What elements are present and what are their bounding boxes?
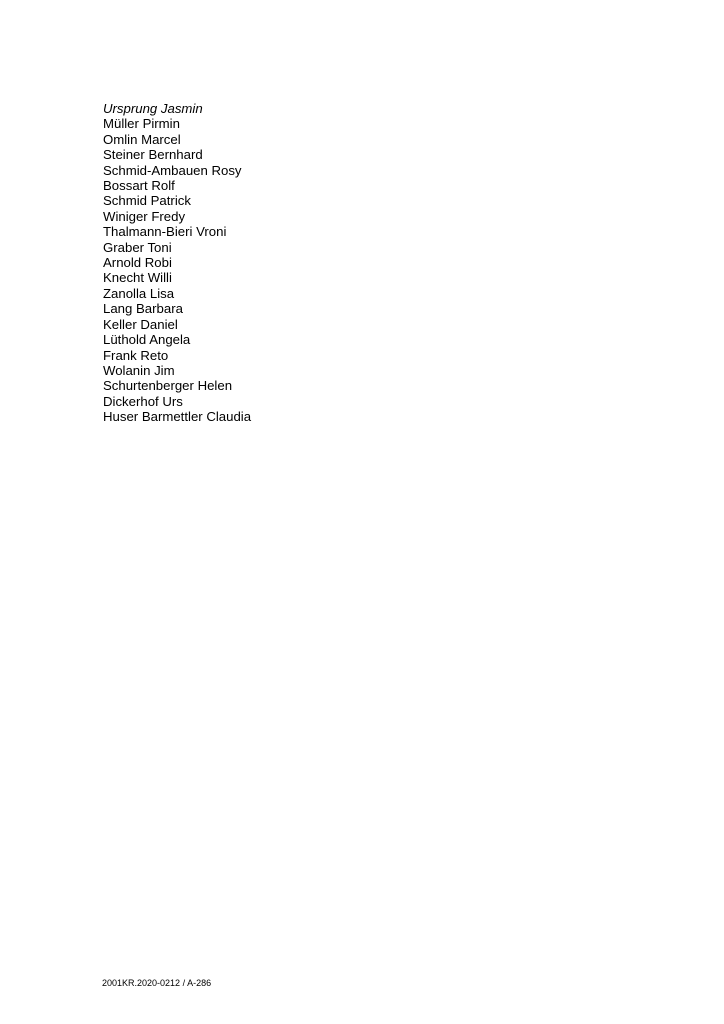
list-item: Thalmann-Bieri Vroni	[103, 224, 227, 240]
document-reference-footer: 2001KR.2020-0212 / A-286	[102, 978, 212, 988]
list-item: Bossart Rolf	[103, 178, 175, 194]
list-item: Lüthold Angela	[103, 332, 191, 348]
list-item: Graber Toni	[103, 239, 172, 255]
list-item: Keller Daniel	[103, 316, 178, 332]
list-item: Zanolla Lisa	[103, 285, 175, 301]
list-item: Omlin Marcel	[103, 131, 181, 147]
list-item: Schmid Patrick	[103, 193, 191, 209]
name-list	[103, 101, 251, 425]
list-item: Ursprung Jasmin	[103, 101, 203, 116]
list-item: Frank Reto	[103, 347, 169, 363]
list-item: Steiner Bernhard	[103, 147, 203, 163]
list-item: Huser Barmettler Claudia	[103, 409, 252, 425]
list-item: Winiger Fredy	[103, 208, 186, 224]
list-item: Dickerhof Urs	[103, 393, 183, 409]
list-item: Arnold Robi	[103, 255, 172, 271]
list-item: Knecht Willi	[103, 270, 172, 286]
list-item: Wolanin Jim	[103, 362, 175, 378]
list-item: Müller Pirmin	[103, 116, 180, 132]
list-item: Lang Barbara	[103, 301, 183, 317]
list-item: Schurtenberger Helen	[103, 378, 233, 394]
list-item: Schmid-Ambauen Rosy	[103, 162, 242, 178]
